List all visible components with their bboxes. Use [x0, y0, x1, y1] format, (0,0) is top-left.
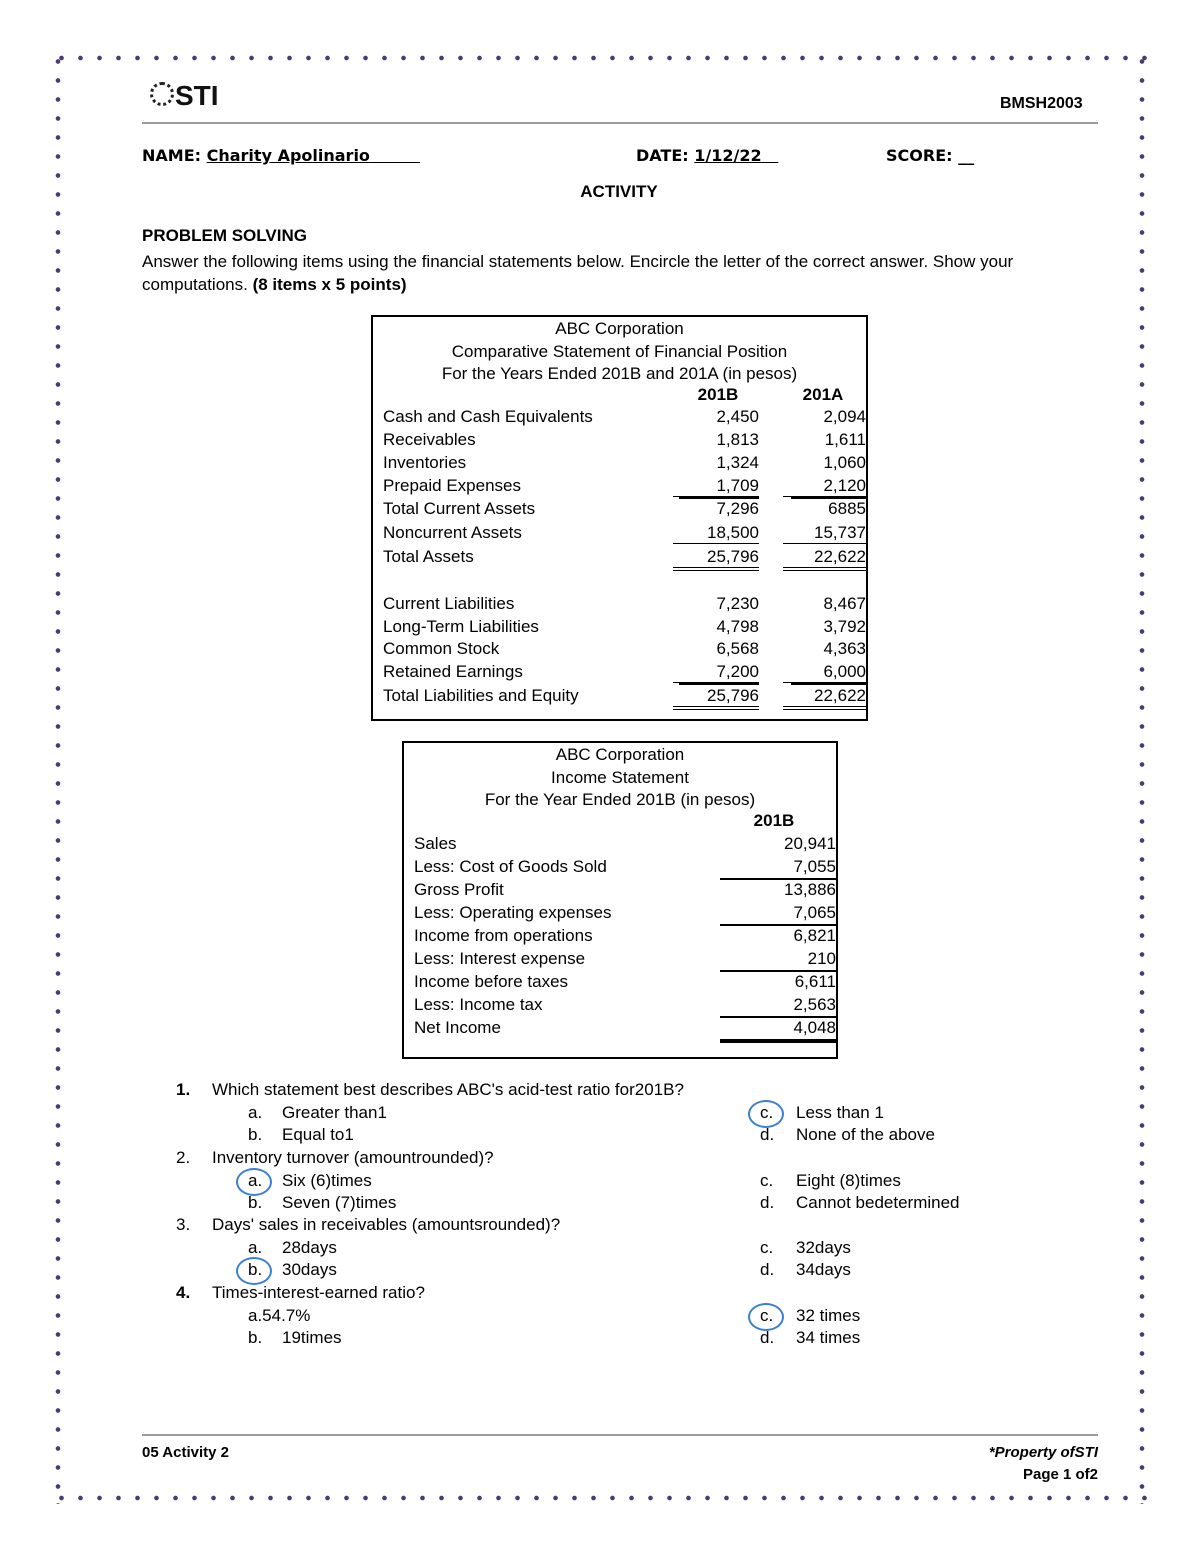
balance-sheet-table [371, 315, 868, 721]
is-value-201b: 7,065 [793, 903, 836, 922]
is-row [404, 926, 836, 949]
bs-company: ABC Corporation [555, 319, 684, 338]
option-letter-c: c. [760, 1103, 774, 1122]
is-value-201b: 2,563 [793, 995, 836, 1014]
bs-total-rule [791, 683, 866, 685]
bs-value-201b: 1,813 [716, 430, 759, 449]
is-row-label: Less: Income tax [414, 995, 543, 1014]
option-a-text: Greater than1 [282, 1103, 387, 1122]
is-value-201b: 7,055 [793, 857, 836, 876]
is-row [404, 834, 836, 857]
answer-circle [236, 1168, 272, 1196]
bs-col-201a: 201A [802, 385, 844, 404]
is-row-label: Less: Operating expenses [414, 903, 612, 922]
bs-value-201a: 6885 [828, 499, 866, 518]
bs-row [373, 594, 866, 617]
bs-value-201b: 18,500 [673, 523, 759, 544]
bs-value-201a: 3,792 [823, 617, 866, 636]
option-d-text: None of the above [796, 1125, 935, 1144]
is-row-label: Income before taxes [414, 972, 569, 991]
bs-title: Comparative Statement of Financial Position [451, 341, 788, 361]
bs-row-label: Receivables [383, 430, 476, 449]
page-title: ACTIVITY [580, 182, 658, 201]
score-field [886, 146, 974, 165]
income-statement-table [402, 741, 838, 1059]
bs-row-label: Retained Earnings [383, 662, 523, 681]
option-letter-c: c. [760, 1238, 774, 1257]
instructions-text: Answer the following items using the financial statements below. Encircle the letter of the correct answer. Show your computations. [142, 252, 1014, 294]
is-value-201b: 13,886 [784, 880, 836, 899]
page-border-left [52, 52, 64, 1504]
bs-row [373, 639, 866, 662]
bs-row [373, 407, 866, 430]
is-row-label: Less: Interest expense [414, 949, 586, 968]
points-text: (8 items x 5 points) [252, 275, 407, 294]
bs-col-201b: 201B [697, 385, 739, 404]
bs-row [373, 523, 866, 546]
footer-page: Page 1 of2 [1022, 1466, 1098, 1483]
is-company: ABC Corporation [555, 745, 685, 764]
bs-value-201b: 7,296 [716, 499, 759, 518]
footer-left: 05 Activity 2 [142, 1444, 229, 1461]
is-value-201b: 20,941 [784, 834, 836, 853]
logo-text: STI [175, 80, 219, 111]
option-c-text: 32days [796, 1238, 851, 1257]
bs-value-201a: 1,611 [824, 430, 866, 449]
is-row-label: Net Income [414, 1018, 501, 1037]
is-title: Income Statement [551, 767, 689, 787]
is-col-201b: 201B [753, 811, 795, 830]
option-letter-a: a. [248, 1171, 263, 1190]
page-border-right [1136, 52, 1148, 1504]
is-period: For the Year Ended 201B (in pesos) [484, 790, 756, 809]
bs-value-201a: 6,000 [783, 662, 866, 683]
date-value: 1/12/22 [694, 146, 762, 165]
is-value-201b: 6,611 [794, 972, 836, 991]
bs-period: For the Years Ended 201B and 201A (in pesos) [441, 364, 798, 383]
is-row [404, 949, 836, 972]
bs-value-201b: 25,796 [673, 686, 759, 710]
option-c-text: 32 times [796, 1306, 861, 1325]
bs-row-label: Prepaid Expenses [383, 476, 521, 495]
option-letter-b: b. [248, 1260, 263, 1279]
question-text: Which statement best describes ABC's acid-test ratio for201B? [212, 1080, 684, 1099]
bs-row-label: Long-Term Liabilities [383, 617, 539, 636]
bs-value-201a: 8,467 [823, 594, 866, 613]
option-b-text: 30days [282, 1260, 337, 1279]
option-a-text: Six (6)times [282, 1171, 372, 1190]
is-value-201b: 6,821 [793, 926, 836, 945]
bs-row-label: Common Stock [383, 639, 500, 658]
bs-value-201a: 1,060 [823, 453, 866, 472]
is-row [404, 903, 836, 926]
bs-value-201a: 2,094 [823, 407, 866, 426]
question-number: 3. [176, 1215, 191, 1234]
bs-value-201a: 4,363 [823, 639, 866, 658]
is-row-label: Less: Cost of Goods Sold [414, 857, 607, 876]
option-letter-d: d. [760, 1328, 775, 1347]
bs-total-rule [679, 497, 759, 499]
option-d-text: 34 times [796, 1328, 861, 1347]
question-text: Inventory turnover (amountrounded)? [212, 1148, 494, 1167]
question-text: Times-interest-earned ratio? [212, 1283, 425, 1302]
option-letter-a: a. [248, 1103, 263, 1122]
is-row-label: Sales [414, 834, 457, 853]
is-net-income-rule [720, 1039, 836, 1043]
bs-value-201b: 6,568 [716, 639, 759, 658]
bs-value-201b: 4,798 [716, 617, 759, 636]
question-number: 2. [176, 1148, 191, 1167]
section-heading: PROBLEM SOLVING [142, 226, 307, 245]
bs-value-201b: 7,200 [673, 662, 759, 683]
score-label: SCORE: [886, 146, 953, 165]
is-row-label: Gross Profit [414, 880, 504, 899]
bs-value-201b: 2,450 [716, 407, 759, 426]
name-label: NAME: [142, 146, 202, 165]
option-c-text: Less than 1 [796, 1103, 884, 1122]
date-label: DATE: [636, 146, 689, 165]
bs-total-rule [791, 497, 866, 499]
is-value-201b: 210 [807, 949, 836, 968]
bs-row [373, 430, 866, 453]
option-b-text: Seven (7)times [282, 1193, 397, 1212]
bs-row [373, 547, 866, 570]
bs-value-201a: 22,622 [783, 686, 866, 710]
option-letter-c: c. [760, 1306, 774, 1325]
option-letter-b: b. [248, 1193, 263, 1212]
date-field [636, 146, 778, 165]
bs-row-label: Cash and Cash Equivalents [383, 407, 593, 426]
is-row [404, 995, 836, 1018]
bs-value-201a: 15,737 [783, 523, 866, 544]
option-letter-b: b. [248, 1125, 263, 1144]
is-row [404, 880, 836, 903]
footer-property: *Property ofSTI [988, 1444, 1098, 1461]
bs-row-label: Total Liabilities and Equity [383, 686, 579, 705]
question-text: Days' sales in receivables (amountsrounded)? [212, 1215, 561, 1234]
course-code: BMSH2003 [1000, 95, 1083, 112]
bs-value-201b: 1,709 [673, 476, 759, 497]
option-letter-d: d. [760, 1260, 775, 1279]
option-letter-b: b. [248, 1328, 263, 1347]
question-number: 4. [176, 1283, 191, 1302]
is-row [404, 857, 836, 880]
option-a-text: 28days [282, 1238, 337, 1257]
is-row-label: Income from operations [414, 926, 593, 945]
page-border-bottom [52, 1492, 1148, 1504]
bs-value-201a: 22,622 [783, 547, 866, 571]
option-letter-a: a. [248, 1238, 263, 1257]
name-value: Charity Apolinario [206, 146, 370, 165]
option-b-text: Equal to1 [282, 1125, 354, 1144]
bs-row-label: Total Assets [383, 547, 474, 566]
bs-row [373, 499, 866, 522]
answer-circle [748, 1100, 784, 1128]
bs-row [373, 662, 866, 685]
bs-value-201b: 7,230 [716, 594, 759, 613]
option-letter-d: d. [760, 1193, 775, 1212]
sti-swirl-icon [150, 82, 174, 106]
bs-value-201b: 25,796 [673, 547, 759, 571]
answer-circle [748, 1303, 784, 1331]
option-d-text: 34days [796, 1260, 851, 1279]
option-d-text: Cannot bedetermined [796, 1193, 960, 1212]
option-letter-d: d. [760, 1125, 775, 1144]
bs-value-201b: 1,324 [716, 453, 759, 472]
bs-row-label: Total Current Assets [383, 499, 536, 518]
option-c-text: Eight (8)times [796, 1171, 901, 1190]
header-rule [142, 122, 1098, 124]
bs-value-201a: 2,120 [783, 476, 866, 497]
option-a-text: a.54.7% [248, 1306, 311, 1325]
answer-circle [236, 1257, 272, 1285]
bs-total-rule [679, 683, 759, 685]
option-b-text: 19times [282, 1328, 342, 1347]
page-border-top [52, 52, 1148, 64]
instructions [142, 250, 1112, 296]
bs-row [373, 686, 866, 709]
option-letter-c: c. [760, 1171, 774, 1190]
question-number: 1. [176, 1080, 191, 1099]
is-row [404, 972, 836, 995]
name-field [142, 146, 420, 165]
bs-row [373, 453, 866, 476]
bs-row [373, 617, 866, 640]
sti-logo [150, 80, 219, 112]
bs-row-label: Inventories [383, 453, 467, 472]
bs-row-label: Noncurrent Assets [383, 523, 522, 542]
score-value: __ [958, 146, 975, 165]
is-row [404, 1018, 836, 1041]
bs-row-label: Current Liabilities [383, 594, 515, 613]
is-value-201b: 4,048 [793, 1018, 836, 1037]
bs-row [373, 476, 866, 499]
footer-rule [142, 1434, 1098, 1436]
